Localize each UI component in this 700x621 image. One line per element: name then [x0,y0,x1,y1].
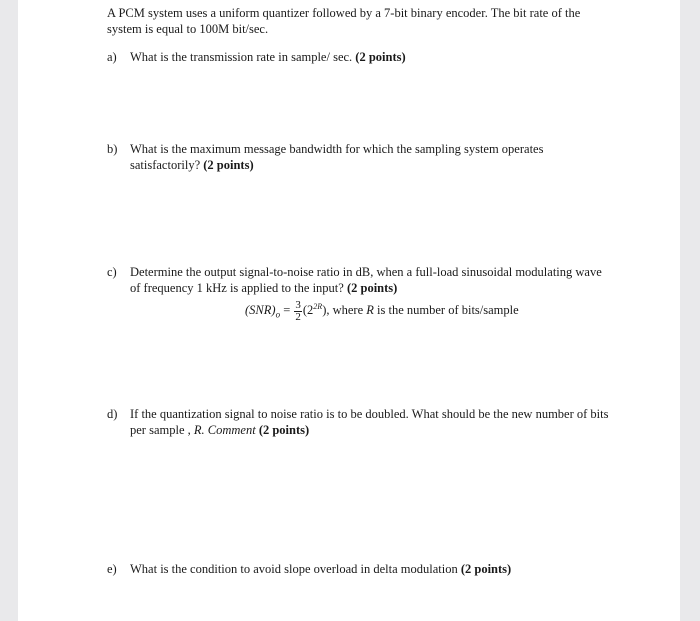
question-b-label: b) [107,142,118,156]
formula-sub: o [275,309,281,320]
intro-line-2: system is equal to 100M bit/sec. [107,22,269,36]
snr-formula [245,299,519,323]
formula-close: ), where [322,303,364,318]
formula-tail: is the number of bits/sample [377,303,519,318]
question-b-text: What is the maximum message bandwidth for which the sampling system operates satisfactorily? (2 points) [130,142,544,172]
question-a-label: a) [107,50,117,64]
formula-fraction [294,300,302,323]
question-e-label: e) [107,562,117,576]
question-e-points: (2 points) [460,562,512,576]
question-d-points: (2 points) [258,423,310,437]
formula-equals: = [283,303,291,318]
formula-lhs: (SNR) [245,303,276,318]
question-d-label: d) [107,407,118,421]
question-d-var: R. [193,423,205,437]
question-c-label: c) [107,265,117,279]
question-d-comment: Comment [207,423,256,437]
question-e-text: What is the condition to avoid slope overload in delta modulation (2 points) [130,562,512,576]
formula-var: R [366,303,374,318]
formula-exponent: 2R [313,302,323,311]
problem-intro [107,5,647,37]
question-b-points: (2 points) [203,158,254,172]
question-c-points: (2 points) [346,281,398,295]
question-c-text: Determine the output signal-to-noise ratio in dB, when a full-load sinusoidal modulating wave of frequency 1 kHz is applied to the input? (2 points) [130,265,602,295]
intro-line-1: A PCM system uses a uniform quantizer followed by a 7-bit binary encoder. The bit rate of the [107,6,581,20]
document-page [18,0,680,621]
question-d-text: If the quantization signal to noise ratio is to be doubled. What should be the new number of bits per sample , R. Comment (2 points) [130,407,609,437]
formula-numerator: 3 [295,298,301,311]
formula-base: (2 [302,303,314,318]
question-a-points: (2 points) [355,50,406,64]
formula-denominator: 2 [295,310,301,323]
question-a-text: What is the transmission rate in sample/ sec. (2 points) [130,50,406,64]
